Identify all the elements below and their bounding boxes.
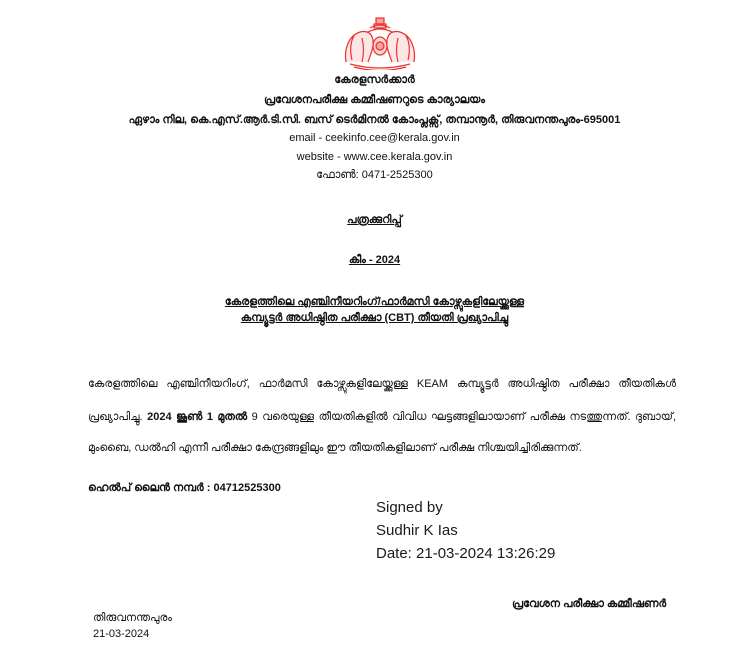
body-line-2-start: പ്രഖ്യാപിച്ചു.	[88, 411, 148, 423]
subject-line-2: കമ്പ്യൂട്ടർ അധിഷ്ഠിത പരീക്ഷാ (CBT) തീയതി പ്രഖ്യാപിച്ചു	[240, 312, 509, 324]
office-address: ഏഴാം നില, കെ.എസ്.ആർ.ടി.സി. ബസ് ടെർമിനൽ കോംപ്ലക്സ്, തമ്പാനൂർ, തിരുവനന്തപുരം-695001	[128, 114, 621, 126]
place-name: തിരുവനന്തപുരം	[93, 612, 172, 624]
subject-line-1: കേരളത്തിലെ എഞ്ചിനീയറിംഗ്/ഫാർമസി കോഴ്സുകളിലേയ്ക്കുള്ള	[224, 296, 525, 308]
commissioner-designation: പ്രവേശന പരീക്ഷാ കമ്മീഷണർ	[512, 598, 667, 610]
exam-date-highlight: 2024 ജൂൺ 1 മുതൽ	[147, 411, 248, 423]
government-name: കേരളസർക്കാർ	[334, 74, 415, 86]
signature-date: Date: 21-03-2024 13:26:29	[376, 545, 556, 562]
body-line-2	[88, 410, 676, 424]
signed-by-label: Signed by	[376, 499, 443, 516]
body-line-3: മുംബൈ, ഡൽഹി എന്നീ പരീക്ഷാ കേന്ദ്രങ്ങളിലും ഈ തീയതികളിലാണ് പരീക്ഷ നിശ്ചയിച്ചിരിക്കുന്നത്.	[88, 442, 582, 454]
office-name: പ്രവേശനപരീക്ഷ കമ്മീഷണറുടെ കാര്യാലയം	[264, 94, 485, 106]
digital-signature	[376, 496, 555, 565]
press-release-heading: പത്രക്കുറിപ്പ്	[347, 214, 402, 226]
body-line-1: കേരളത്തിലെ എഞ്ചിനീയറിംഗ്, ഫാർമസി കോഴ്സുകളിലേയ്ക്കുള്ള KEAM കമ്പ്യൂട്ടർ അധിഷ്ഠിത പരീക്ഷാ തീയതികൾ	[88, 378, 676, 390]
office-email: email - ceekinfo.cee@kerala.gov.in	[289, 132, 460, 144]
office-phone: ഫോൺ: 0471-2525300	[316, 169, 433, 181]
helpline-number: ഹെൽപ് ലൈൻ നമ്പർ : 04712525300	[88, 482, 281, 494]
kerala-emblem-icon	[340, 16, 420, 70]
issue-date: 21-03-2024	[93, 628, 150, 640]
signer-name: Sudhir K Ias	[376, 522, 458, 539]
exam-heading: കീം - 2024	[348, 254, 401, 266]
office-website: website - www.cee.kerala.gov.in	[296, 151, 453, 163]
body-line-2-end: 9 വരെയുള്ള തീയതികളിൽ വിവിധ ഘട്ടങ്ങളിലായാണ് പരീക്ഷ നടത്തുന്നത്. ദുബായ്,	[247, 411, 677, 423]
